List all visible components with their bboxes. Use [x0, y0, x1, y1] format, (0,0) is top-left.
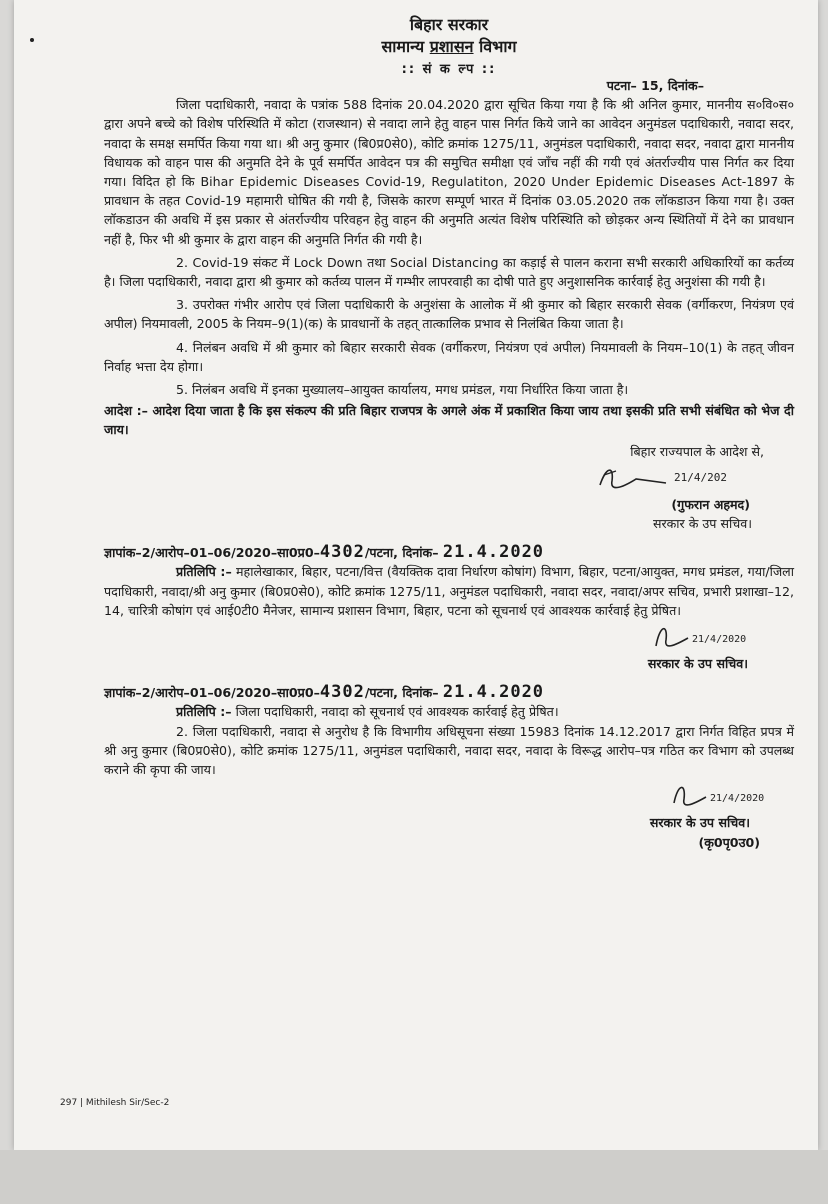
- memo-1-date: 21.4.2020: [442, 542, 545, 563]
- signatory-name: (गुफरान अहमद): [671, 496, 750, 512]
- govt-heading: बिहार सरकार: [409, 15, 489, 34]
- paragraph-1: जिला पदाधिकारी, नवादा के पत्रांक 588 दिनांक 20.04.2020 द्वारा सूचित किया गया है कि श्री अनिल कुमार, माननीय स०वि०स० द्वारा अपने बच्चे को विशेष परिस्थिति में कोटा (राजस्थान) से नवादा लाने हेतु वाहन पास निर्गत किये जाने का आवेदन अनुमंडल पदाधिकारी, नवादा सदर, नवादा के समक्ष समर्पित किया गया था। श्री अनु कुमार (बि0प्र0से0), कोटि क्रमांक 1275/11, अनुमंडल पदाधिकारी, नवादा सदर, नवादा द्वारा माननीय विधायक को वाहन पास की अनुमति देने के पूर्व समर्पित आवेदन पत्र की समुचित समीक्षा एवं जाँच नहीं की गयी एवं अंतर्राज्यीय पास निर्गत कर दिया गया। विदित हो कि Bihar Epidemic Diseases Covid-19, Regulatiton, 2020 Under Epidemic Diseases Act-1897 के प्रावधान के तहत Covid-19 महामारी घोषित की गयी है, जिसके कारण सम्पूर्ण भारत में दिनांक 03.05.2020 तक लॉकडाउन किया गया है। उक्त लॉकडाउन की अवधि में इस प्रकार से अंतर्राज्यीय परिवहन हेतु वाहन की अनुमति अत्यंत विशेष परिस्थिति को छोड़कर अन्य स्थितियों में देने का प्रावधान नहीं है, फिर भी श्री कुमार के द्वारा वाहन की अनुमति निर्गत की गयी है।: [104, 97, 794, 247]
- order-label: आदेश :–: [104, 403, 148, 419]
- order-text: आदेश दिया जाता है कि इस संकल्प की प्रति बिहार राजपत्र के अगले अंक में प्रकाशित किया जाय तथा इसकी प्रति सभी संबंधित को भेज दी जाय।: [104, 403, 794, 438]
- dept-heading: [104, 36, 794, 58]
- place-date: पटना– 15, दिनांक–: [606, 78, 704, 93]
- continued-code: (कृ0पृ0उ0): [698, 834, 760, 850]
- signature-date: 21/4/2020: [710, 793, 765, 805]
- memo-2-place: /पटना, दिनांक–: [364, 685, 439, 701]
- memo-2-paragraph-2: 2. जिला पदाधिकारी, नवादा से अनुरोध है कि विभागीय अधिसूचना संख्या 15983 दिनांक 14.12.2017 द्वारा निर्गत विहित प्रपत्र में श्री अनु कुमार (बि0प्र0से0), कोटि क्रमांक 1275/11, अनुमंडल पदाधिकारी, नवादा सदर, नवादा के विरूद्ध आरोप–पत्र गठित कर विभाग को उपलब्ध कराने की कृपा की जाय।: [104, 723, 794, 778]
- dept-suffix: विभाग: [479, 37, 517, 56]
- resolution-title: :: सं क ल्प ::: [401, 62, 497, 77]
- memo-2-copy-label: प्रतिलिपि :–: [176, 704, 232, 720]
- memo-2-number: 4302: [319, 682, 365, 703]
- signature-date: 21/4/202: [674, 470, 727, 484]
- signature-3: [104, 779, 794, 813]
- paragraph-3: 3. उपरोक्त गंभीर आरोप एवं जिला पदाधिकारी के अनुशंसा के आलोक में श्री कुमार को बिहार सरकारी सेवक (वर्गीकरण, नियंत्रण एवं अपील) नियमावली, 2005 के नियम–9(1)(क) के प्रावधानों के तहत् तात्कालिक प्रभाव से निलंबित किया जाता है।: [104, 297, 794, 332]
- signature-2: [104, 620, 794, 654]
- dept-prefix: सामान्य: [381, 37, 425, 56]
- memo-1-copy-text: महालेखाकार, बिहार, पटना/वित्त (वैयक्तिक दावा निर्धारण कोषांग) विभाग, बिहार, पटना/आयुक्त, मगध प्रमंडल, गया/जिला पदाधिकारी, नवादा/श्री अनु कुमार (बि0प्र0से0), कोटि क्रमांक 1275/11, अनुमंडल पदाधिकारी, नवादा सदर, नवादा/अपर सचिव, प्रभारी प्रशाखा–12, 14, चारित्री कोषांग एवं आई0टी0 मैनेजर, सामान्य प्रशासन विभाग, बिहार, पटना को सूचनार्थ एवं आवश्यक कार्रवाई हेतु प्रेषित।: [104, 564, 794, 618]
- resolution-document: [104, 14, 794, 852]
- memo-2-copy: [104, 702, 794, 721]
- memo-1-ref-text: ज्ञापांक–2/आरोप–01–06/2020–सा0प्र0–: [104, 545, 320, 561]
- scan-background: [0, 1150, 828, 1204]
- paragraph-5: 5. निलंबन अवधि में इनका मुख्यालय–आयुक्त कार्यालय, मगध प्रमंडल, गया निर्धारित किया जाता है।: [176, 382, 629, 398]
- memo-1-designation: सरकार के उप सचिव।: [647, 656, 748, 672]
- handwritten-signature-icon: [596, 461, 756, 495]
- order-paragraph: [104, 401, 794, 439]
- handwritten-signature-icon: [670, 779, 780, 813]
- memo-1-place: /पटना, दिनांक–: [364, 545, 439, 561]
- memo-2-ref: [104, 683, 794, 702]
- signature-authority: बिहार राज्यपाल के आदेश से,: [630, 443, 764, 459]
- signature-1: [104, 461, 794, 495]
- page-footer: 297 | Mithilesh Sir/Sec-2: [60, 1098, 170, 1108]
- memo-1-number: 4302: [319, 542, 365, 563]
- memo-1-copy: [104, 562, 794, 620]
- signature-date: 21/4/2020: [692, 634, 747, 646]
- memo-2-date: 21.4.2020: [442, 682, 545, 703]
- memo-2-ref-text: ज्ञापांक–2/आरोप–01–06/2020–सा0प्र0–: [104, 685, 320, 701]
- scan-mark: [30, 38, 34, 42]
- signatory-designation: सरकार के उप सचिव।: [652, 516, 752, 532]
- dept-underlined: प्रशासन: [429, 37, 474, 56]
- memo-2-designation: सरकार के उप सचिव।: [649, 815, 750, 831]
- memo-2-copy-text: जिला पदाधिकारी, नवादा को सूचनार्थ एवं आवश्यक कार्रवाई हेतु प्रेषित।: [235, 704, 559, 720]
- paragraph-4: 4. निलंबन अवधि में श्री कुमार को बिहार सरकारी सेवक (वर्गीकरण, नियंत्रण एवं अपील) नियमावली के नियम–10(1) के तहत् जीवन निर्वाह भत्ता देय होगा।: [104, 339, 794, 374]
- paragraph-2: 2. Covid-19 संकट में Lock Down तथा Social Distancing का कड़ाई से पालन कराना सभी सरकारी अधिकारियों का कर्तव्य है। जिला पदाधिकारी, नवादा द्वारा श्री कुमार को कर्तव्य पालन में गम्भीर लापरवाही का दोषी पाते हुए अनुशासनिक कार्रवाई हेतु अनुशंसा की गयी है।: [104, 254, 794, 290]
- handwritten-signature-icon: [652, 620, 762, 654]
- memo-1-copy-label: प्रतिलिपि :–: [176, 564, 232, 580]
- memo-1-ref: [104, 543, 794, 562]
